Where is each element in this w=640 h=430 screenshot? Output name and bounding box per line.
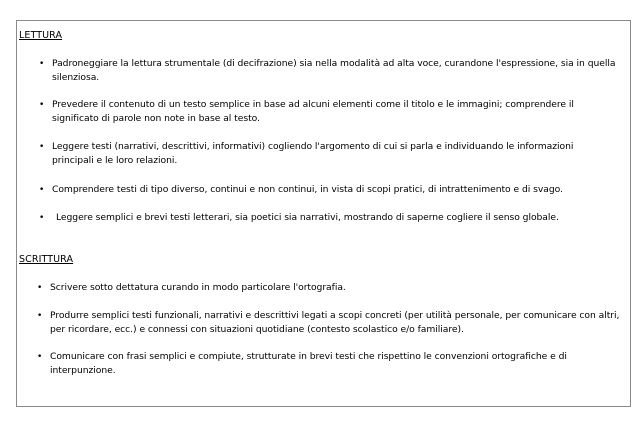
section-heading-lettura: LETTURA <box>19 30 63 41</box>
list-item-text: Comunicare con frasi semplici e compiute, strutturate in brevi testi che rispettino le convenzioni ortografiche e di interpunzione. <box>50 351 567 376</box>
list-item-text: Leggere testi (narrativi, descrittivi, informativi) cogliendo l'argomento di cui si parla e individuando le informazioni principali e le loro relazioni. <box>52 141 574 166</box>
list-item <box>39 98 607 126</box>
list-item <box>39 140 602 168</box>
list-item-text: Scrivere sotto dettatura curando in modo particolare l'ortografia. <box>50 282 346 293</box>
bullet: • <box>37 352 43 362</box>
bullet: • <box>39 213 45 223</box>
list-item-text: Produrre semplici testi funzionali, narrativi e descrittivi legati a scopi concreti (per utilità personale, per comunicare con altri, per ricordare, ecc.) e connessi con situazioni quotidiane (contesto scolastico e/o familiare). <box>50 310 620 335</box>
list-item <box>39 57 622 85</box>
list-item-text: Prevedere il contenuto di un testo semplice in base ad alcuni elementi come il titolo e le immagini; comprendere il significato di parole non note in base al testo. <box>52 99 574 124</box>
section-heading-scrittura: SCRITTURA <box>19 254 74 265</box>
bullet: • <box>39 59 45 69</box>
list-item <box>39 211 622 225</box>
bullet: • <box>39 100 45 110</box>
bullet: • <box>37 311 43 321</box>
list-item <box>37 281 620 295</box>
list-item-text: Leggere semplici e brevi testi letterari, sia poetici sia narrativi, mostrando di saperne cogliere il senso globale. <box>56 212 559 223</box>
list-item-text: Padroneggiare la lettura strumentale (di decifrazione) sia nella modalità ad alta voce, curandone l'espressione, sia in quella silenziosa. <box>52 58 616 83</box>
bullet: • <box>37 283 43 293</box>
list-item <box>39 183 622 197</box>
list-item <box>37 350 595 378</box>
bullet: • <box>39 142 45 152</box>
bullet: • <box>39 185 45 195</box>
list-item-text: Comprendere testi di tipo diverso, continui e non continui, in vista di scopi pratici, di intrattenimento e di svago. <box>52 184 563 195</box>
list-item <box>37 309 622 337</box>
